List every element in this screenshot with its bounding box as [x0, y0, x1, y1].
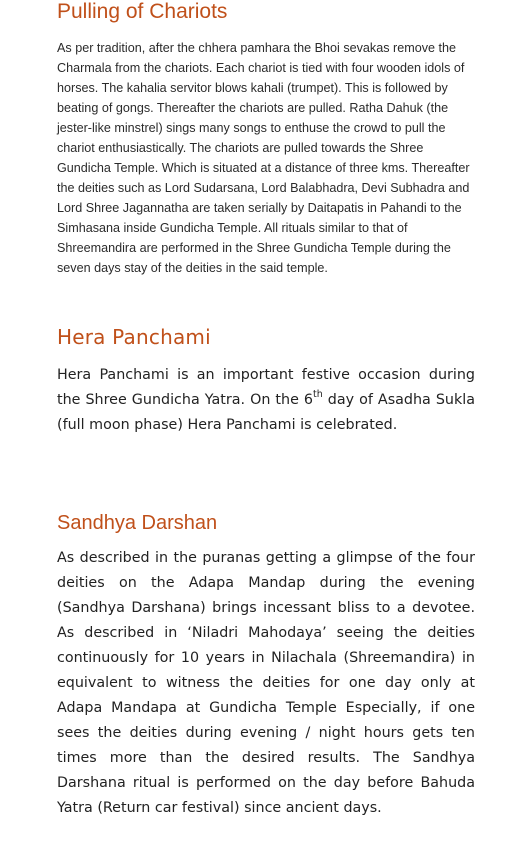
- heading-sandhya-darshan: Sandhya Darshan: [57, 512, 218, 534]
- paragraph-hera-panchami: [57, 363, 475, 438]
- paragraph-sandhya-darshan: As described in the puranas getting a glimpse of the four deities on the Adapa Mandap during the evening (Sandhya Darshana) brings incessant bliss to a devotee. As described in ‘Niladri Mahodaya’ seeing the deities continuously for 10 years in Nilachala (Shreemandira) in equivalent to witness the deities for one day only at Adapa Mandapa at Gundicha Temple Especially, if one sees the deities during evening / night hours gets ten times more than the desired results. The Sandhya Darshana ritual is performed on the day before Bahuda Yatra (Return car festival) since ancient days.: [57, 550, 475, 816]
- section-pulling-of-chariots: [57, 0, 475, 278]
- paragraph-pulling-of-chariots: As per tradition, after the chhera pamhara the Bhoi sevakas remove the Charmala from the chariots. Each chariot is tied with four wooden idols of horses. The kahalia servitor blows kahali (trumpet). This is followed by beating of gongs. Thereafter the chariots are pulled. Ratha Dahuk (the jester-like minstrel) sings many songs to enthuse the crowd to pull the chariot enthusiastically. The chariots are pulled towards the Shree Gundicha Temple. Which is situated at a distance of three kms. Thereafter the deities such as Lord Sudarsana, Lord Balabhadra, Devi Subhadra and Lord Shree Jagannatha are taken serially by Daitapatis in Pahandi to the Simhasana inside Gundicha Temple. All rituals similar to that of Shreemandira are performed in the Shree Gundicha Temple during the seven days stay of the deities in the said temple.: [57, 41, 470, 275]
- section-hera-panchami: [57, 323, 475, 438]
- paragraph-hera-panchami-part2: day of Asadha Sukla (full moon phase) Hera Panchami is celebrated.: [57, 392, 475, 433]
- paragraph-hera-panchami-part1: Hera Panchami is an important festive occasion during the Shree Gundicha Yatra. On the 6: [57, 367, 475, 408]
- heading-hera-panchami: Hera Panchami: [57, 325, 211, 349]
- section-sandhya-darshan: [57, 510, 475, 821]
- heading-pulling-of-chariots: Pulling of Chariots: [57, 0, 228, 23]
- ordinal-suffix: th: [313, 389, 323, 401]
